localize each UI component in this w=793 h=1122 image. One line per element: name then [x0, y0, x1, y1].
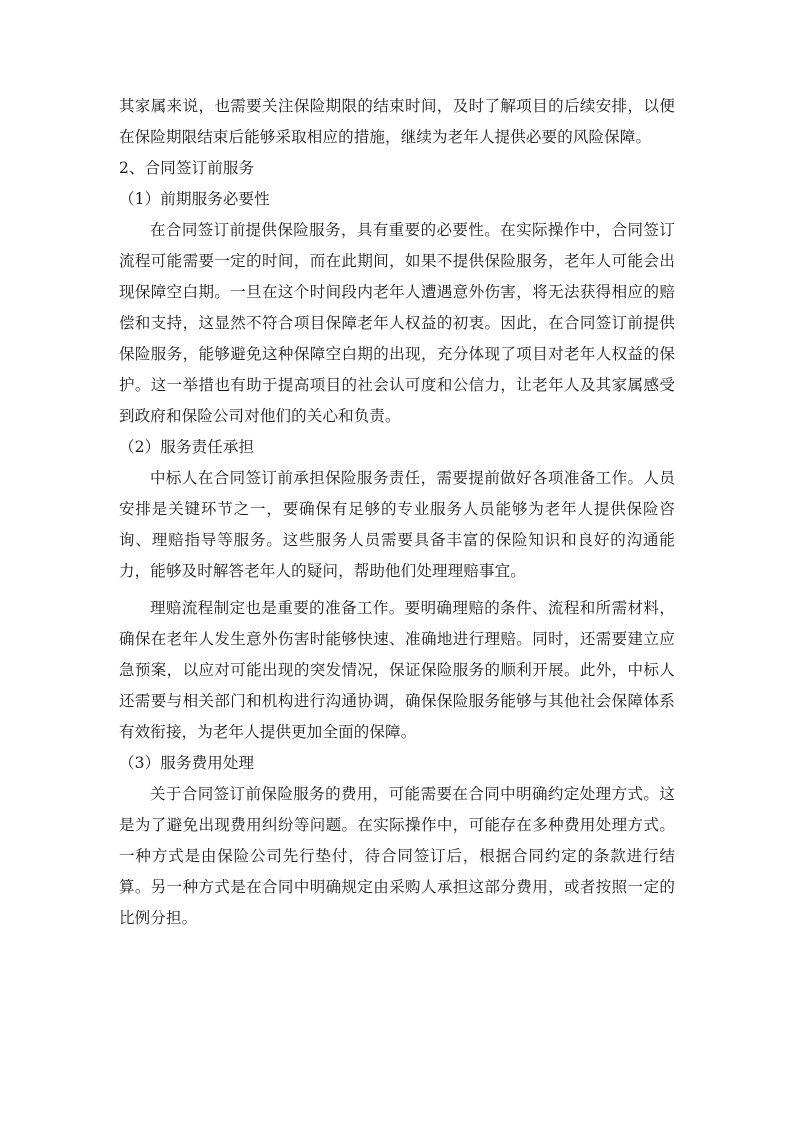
subheading-necessity: （1）前期服务必要性: [119, 190, 270, 208]
subheading-fees: （3）服务费用处理: [119, 754, 255, 772]
paragraph-claims-process: 理赔流程制定也是重要的准备工作。要明确理赔的条件、流程和所需材料，确保在老年人发生意外伤害时能够快速、准确地进行理赔。同时，还需要建立应急预案，以应对可能出现的突发情况，保证保险服务的顺利开展。此外，中标人还需要与相关部门和机构进行沟通协调，确保保险服务能够与其他社会保障体系有效衔接，为老年人提供更加全面的保障。: [119, 599, 675, 741]
document-body: [119, 91, 675, 934]
section-heading-contract-pre-service: 2、合同签订前服务: [119, 159, 255, 177]
subheading-responsibility: （2）服务责任承担: [119, 438, 255, 456]
paragraph-fees: 关于合同签订前保险服务的费用，可能需要在合同中明确约定处理方式。这是为了避免出现费用纠纷等问题。在实际操作中，可能存在多种费用处理方式。一种方式是由保险公司先行垫付，待合同签订后，根据合同约定的条款进行结算。另一种方式是在合同中明确规定由采购人承担这部分费用，或者按照一定的比例分担。: [119, 785, 675, 927]
paragraph-continuation: 其家属来说，也需要关注保险期限的结束时间，及时了解项目的后续安排，以便在保险期限结束后能够采取相应的措施，继续为老年人提供必要的风险保障。: [119, 97, 675, 146]
paragraph-responsibility: 中标人在合同签订前承担保险服务责任，需要提前做好各项准备工作。人员安排是关键环节之一，要确保有足够的专业服务人员能够为老年人提供保险咨询、理赔指导等服务。这些服务人员需要具备丰富的保险知识和良好的沟通能力，能够及时解答老年人的疑问，帮助他们处理理赔事宜。: [119, 469, 675, 580]
paragraph-necessity: 在合同签订前提供保险服务，具有重要的必要性。在实际操作中，合同签订流程可能需要一定的时间，而在此期间，如果不提供保险服务，老年人可能会出现保障空白期。一旦在这个时间段内老年人遭遇意外伤害，将无法获得相应的赔偿和支持，这显然不符合项目保障老年人权益的初衷。因此，在合同签订前提供保险服务，能够避免这种保障空白期的出现，充分体现了项目对老年人权益的保护。这一举措也有助于提高项目的社会认可度和公信力，让老年人及其家属感受到政府和保险公司对他们的关心和负责。: [119, 221, 675, 425]
